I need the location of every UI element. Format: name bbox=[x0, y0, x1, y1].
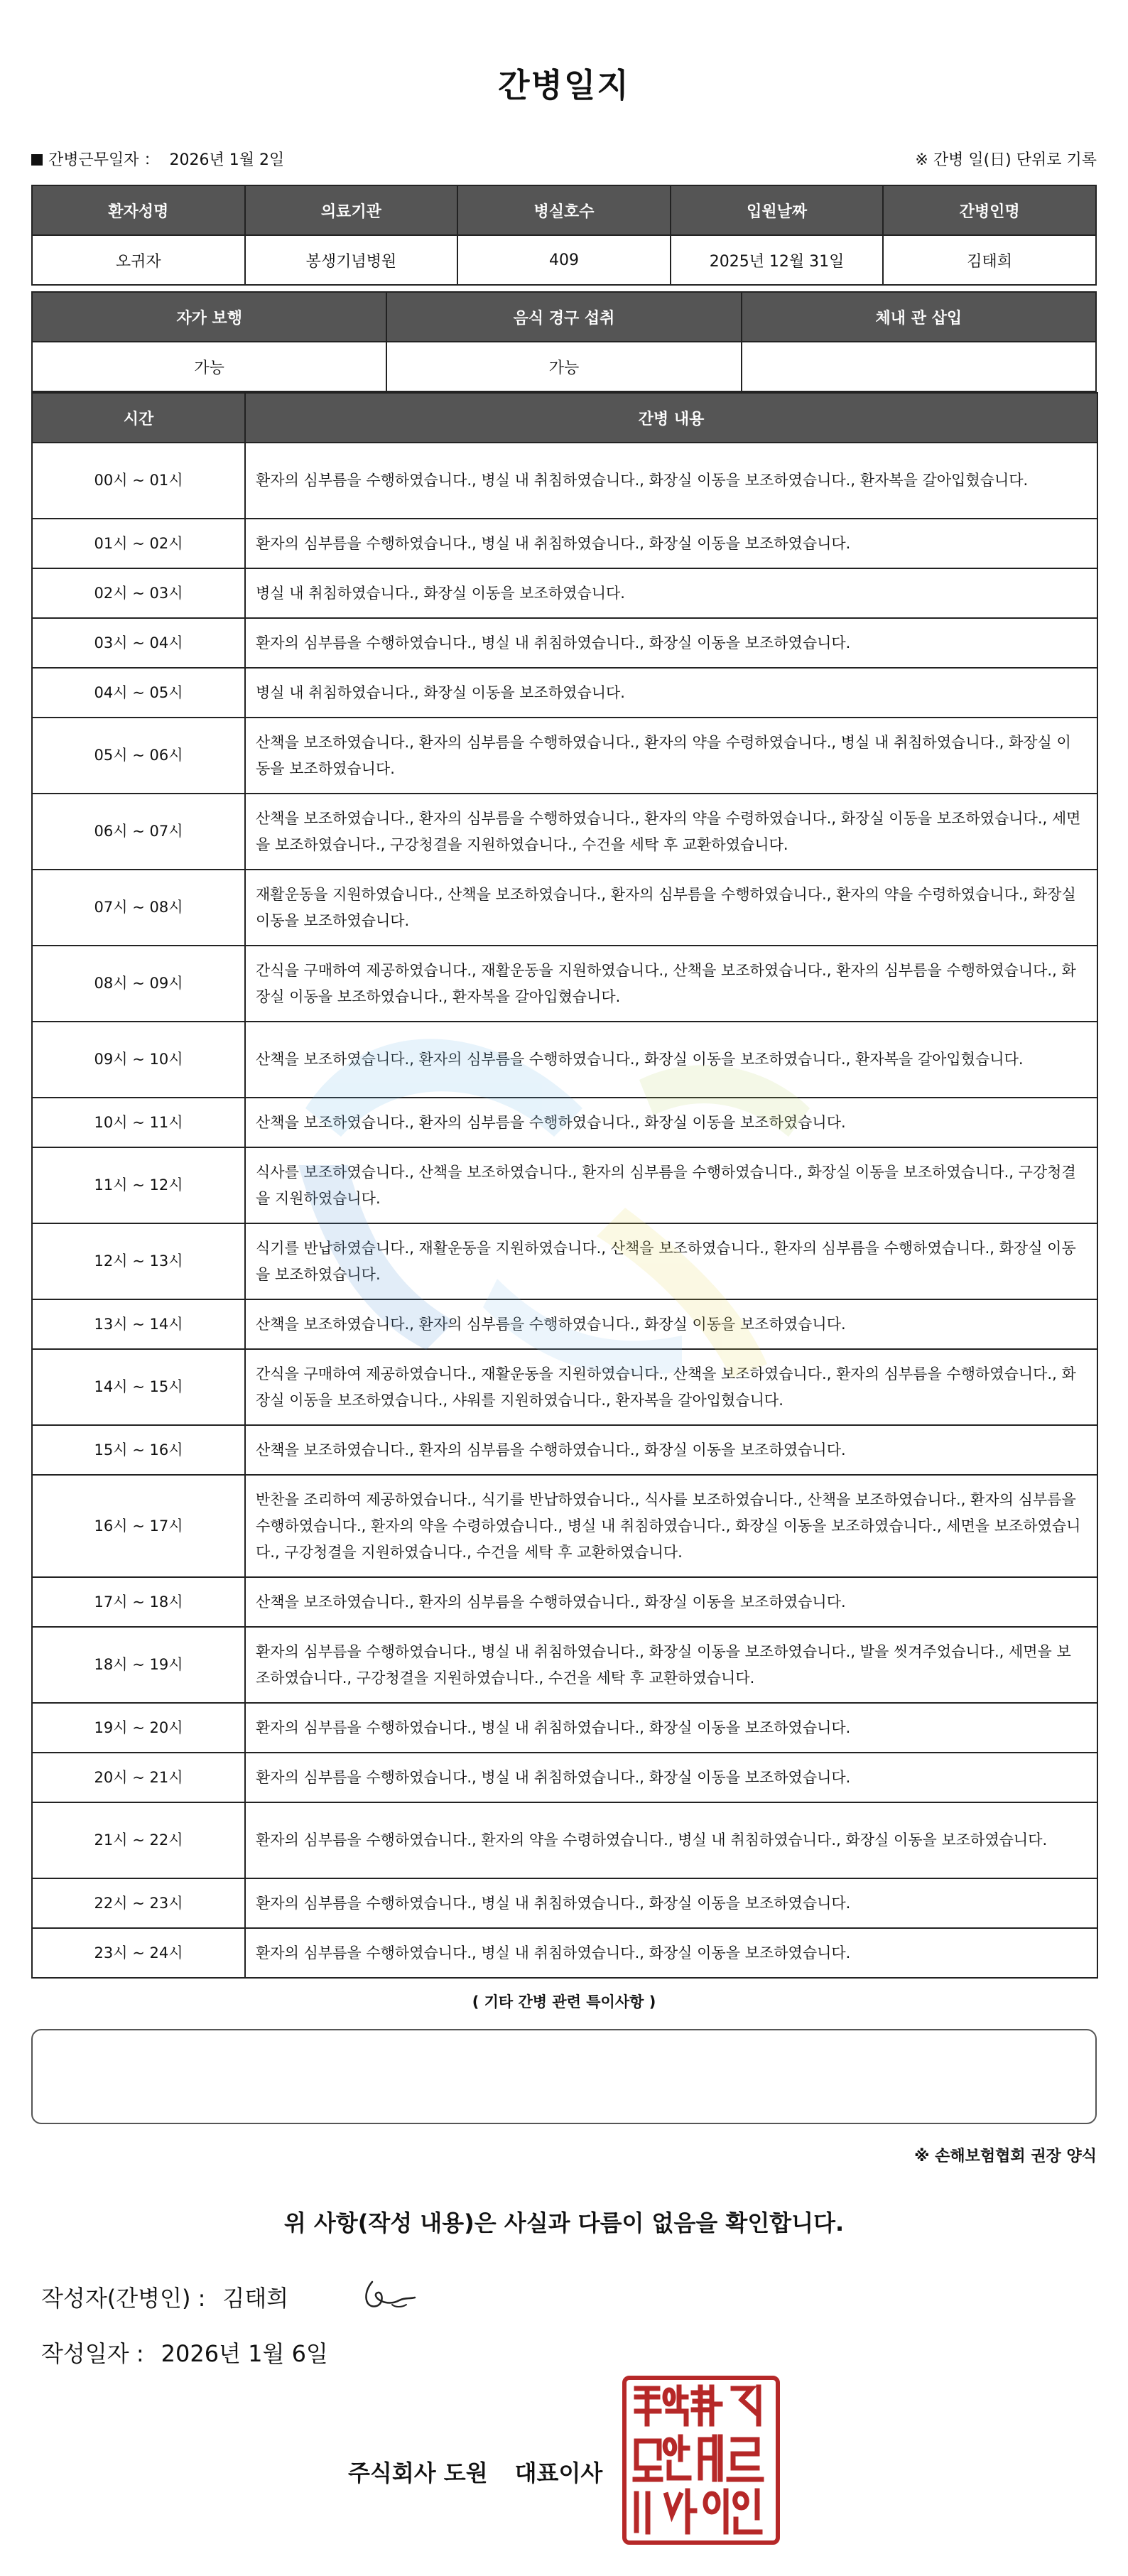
log-content: 산책을 보조하였습니다., 환자의 심부름을 수행하였습니다., 환자의 약을 수령하였습니다., 병실 내 취침하였습니다., 화장실 이동을 보조하였습니다. bbox=[245, 718, 1097, 794]
table-row bbox=[32, 1098, 1097, 1147]
table-row bbox=[32, 1022, 1097, 1098]
log-content: 산책을 보조하였습니다., 환자의 심부름을 수행하였습니다., 화장실 이동을 보조하였습니다. bbox=[245, 1425, 1097, 1475]
table-row bbox=[32, 1425, 1097, 1475]
tube-insertion-status bbox=[742, 342, 1096, 391]
log-time: 16시 ~ 17시 bbox=[32, 1475, 245, 1577]
care-status-table bbox=[31, 291, 1097, 392]
log-time: 13시 ~ 14시 bbox=[32, 1299, 245, 1349]
table-row bbox=[32, 1878, 1097, 1928]
table-row bbox=[32, 1928, 1097, 1978]
log-content: 환자의 심부름을 수행하였습니다., 병실 내 취침하였습니다., 화장실 이동을 보조하였습니다. bbox=[245, 1753, 1097, 1802]
table-row bbox=[32, 1753, 1097, 1802]
log-time: 01시 ~ 02시 bbox=[32, 519, 245, 568]
log-time: 07시 ~ 08시 bbox=[32, 870, 245, 946]
table-row bbox=[32, 1223, 1097, 1299]
writer-line bbox=[41, 2280, 288, 2313]
work-date bbox=[31, 148, 284, 170]
table-row bbox=[32, 1627, 1097, 1703]
log-content: 환자의 심부름을 수행하였습니다., 병실 내 취침하였습니다., 화장실 이동을 보조하였습니다. bbox=[245, 1703, 1097, 1753]
log-time: 20시 ~ 21시 bbox=[32, 1753, 245, 1802]
patient-info-table bbox=[31, 185, 1097, 286]
table-row bbox=[32, 519, 1097, 568]
written-date-label: 작성일자 : bbox=[41, 2340, 144, 2367]
log-content: 재활운동을 지원하였습니다., 산책을 보조하였습니다., 환자의 심부름을 수행하였습니다., 환자의 약을 수령하였습니다., 화장실 이동을 보조하였습니다. bbox=[245, 870, 1097, 946]
table-row bbox=[32, 1299, 1097, 1349]
log-time: 10시 ~ 11시 bbox=[32, 1098, 245, 1147]
log-time: 09시 ~ 10시 bbox=[32, 1022, 245, 1098]
table-row bbox=[32, 946, 1097, 1022]
written-date-value: 2026년 1월 6일 bbox=[161, 2340, 328, 2367]
company-role: 대표이사 bbox=[514, 2459, 603, 2486]
table-row bbox=[32, 1475, 1097, 1577]
log-time: 19시 ~ 20시 bbox=[32, 1703, 245, 1753]
admission-date: 2025년 12월 31일 bbox=[671, 235, 884, 285]
log-content: 환자의 심부름을 수행하였습니다., 병실 내 취침하였습니다., 화장실 이동을 보조하였습니다. bbox=[245, 1928, 1097, 1978]
log-content: 환자의 심부름을 수행하였습니다., 병실 내 취침하였습니다., 화장실 이동을 보조하였습니다. bbox=[245, 1878, 1097, 1928]
work-date-value: 2026년 1월 2일 bbox=[169, 151, 285, 169]
header-patient-name: 환자성명 bbox=[32, 185, 245, 235]
table-row bbox=[32, 1802, 1097, 1878]
table-row bbox=[32, 1147, 1097, 1223]
log-content: 병실 내 취침하였습니다., 화장실 이동을 보조하였습니다. bbox=[245, 668, 1097, 718]
log-content: 식기를 반납하였습니다., 재활운동을 지원하였습니다., 산책을 보조하였습니다., 환자의 심부름을 수행하였습니다., 화장실 이동을 보조하였습니다. bbox=[245, 1223, 1097, 1299]
table-row bbox=[32, 1349, 1097, 1425]
header-time: 시간 bbox=[32, 393, 245, 443]
remarks-box bbox=[31, 2029, 1097, 2124]
signature-icon bbox=[355, 2272, 426, 2322]
log-time: 12시 ~ 13시 bbox=[32, 1223, 245, 1299]
seal-stamp-icon bbox=[627, 2380, 776, 2540]
writer-label: 작성자(간병인) : bbox=[41, 2285, 206, 2312]
log-time: 15시 ~ 16시 bbox=[32, 1425, 245, 1475]
company-name: 주식회사 도원 bbox=[348, 2459, 488, 2486]
header-tube-insertion: 체내 관 삽입 bbox=[742, 292, 1096, 342]
company-seal bbox=[622, 2376, 780, 2545]
log-content: 환자의 심부름을 수행하였습니다., 병실 내 취침하였습니다., 화장실 이동을 보조하였습니다., 발을 씻겨주었습니다., 세면을 보조하였습니다., 구강청결을 지원하였습니다., 수건을 세탁 후 교환하였습니다. bbox=[245, 1627, 1097, 1703]
table-row bbox=[32, 718, 1097, 794]
room-number: 409 bbox=[457, 235, 671, 285]
header-caregiver: 간병인명 bbox=[883, 185, 1096, 235]
log-content: 산책을 보조하였습니다., 환자의 심부름을 수행하였습니다., 환자의 약을 수령하였습니다., 화장실 이동을 보조하였습니다., 세면을 보조하였습니다., 구강청결을 지원하였습니다., 수건을 세탁 후 교환하였습니다. bbox=[245, 794, 1097, 870]
log-content: 산책을 보조하였습니다., 환자의 심부름을 수행하였습니다., 화장실 이동을 보조하였습니다. bbox=[245, 1098, 1097, 1147]
confirm-statement: 위 사항(작성 내용)은 사실과 다름이 없음을 확인합니다. bbox=[283, 2209, 845, 2236]
log-time: 00시 ~ 01시 bbox=[32, 443, 245, 519]
log-time: 23시 ~ 24시 bbox=[32, 1928, 245, 1978]
log-content: 환자의 심부름을 수행하였습니다., 병실 내 취침하였습니다., 화장실 이동을 보조하였습니다. bbox=[245, 519, 1097, 568]
hospital-name: 봉생기념병원 bbox=[245, 235, 458, 285]
company-line bbox=[348, 2455, 602, 2488]
table-row bbox=[32, 618, 1097, 668]
meta-row bbox=[31, 148, 1097, 172]
log-time: 11시 ~ 12시 bbox=[32, 1147, 245, 1223]
table-row bbox=[32, 443, 1097, 519]
header-care-content: 간병 내용 bbox=[245, 393, 1097, 443]
written-date-line bbox=[41, 2336, 328, 2369]
walking-status: 가능 bbox=[32, 342, 386, 391]
log-content: 산책을 보조하였습니다., 환자의 심부름을 수행하였습니다., 화장실 이동을 보조하였습니다., 환자복을 갈아입혔습니다. bbox=[245, 1022, 1097, 1098]
header-room: 병실호수 bbox=[457, 185, 671, 235]
log-content: 병실 내 취침하였습니다., 화장실 이동을 보조하였습니다. bbox=[245, 568, 1097, 618]
writer-name: 김태희 bbox=[222, 2285, 289, 2312]
remarks-title: ( 기타 간병 관련 특이사항 ) bbox=[472, 1993, 656, 2011]
recommend-note: ※ 손해보험협회 권장 양식 bbox=[914, 2148, 1097, 2165]
log-time: 14시 ~ 15시 bbox=[32, 1349, 245, 1425]
log-content: 환자의 심부름을 수행하였습니다., 환자의 약을 수령하였습니다., 병실 내 취침하였습니다., 화장실 이동을 보조하였습니다. bbox=[245, 1802, 1097, 1878]
log-content: 산책을 보조하였습니다., 환자의 심부름을 수행하였습니다., 화장실 이동을 보조하였습니다. bbox=[245, 1299, 1097, 1349]
log-time: 17시 ~ 18시 bbox=[32, 1577, 245, 1627]
log-content: 환자의 심부름을 수행하였습니다., 병실 내 취침하였습니다., 화장실 이동을 보조하였습니다. bbox=[245, 618, 1097, 668]
log-time: 02시 ~ 03시 bbox=[32, 568, 245, 618]
log-content: 반찬을 조리하여 제공하였습니다., 식기를 반납하였습니다., 식사를 보조하였습니다., 산책을 보조하였습니다., 환자의 심부름을 수행하였습니다., 환자의 약을 수령하였습니다., 병실 내 취침하였습니다., 화장실 이동을 보조하였습니다., 세면을 보조하였습니다., 구강청결을 지원하였습니다., 수건을 세탁 후 교환하였습니다. bbox=[245, 1475, 1097, 1577]
log-time: 03시 ~ 04시 bbox=[32, 618, 245, 668]
header-walking: 자가 보행 bbox=[32, 292, 386, 342]
work-date-label: 간병근무일자 ： bbox=[48, 151, 160, 169]
log-content: 환자의 심부름을 수행하였습니다., 병실 내 취침하였습니다., 화장실 이동을 보조하였습니다., 환자복을 갈아입혔습니다. bbox=[245, 443, 1097, 519]
caregiver-name: 김태희 bbox=[883, 235, 1096, 285]
patient-name: 오귀자 bbox=[32, 235, 245, 285]
oral-intake-status: 가능 bbox=[386, 342, 741, 391]
log-time: 05시 ~ 06시 bbox=[32, 718, 245, 794]
care-log-table bbox=[31, 392, 1098, 1979]
table-row bbox=[32, 668, 1097, 718]
log-time: 18시 ~ 19시 bbox=[32, 1627, 245, 1703]
log-content: 산책을 보조하였습니다., 환자의 심부름을 수행하였습니다., 화장실 이동을 보조하였습니다. bbox=[245, 1577, 1097, 1627]
log-content: 간식을 구매하여 제공하였습니다., 재활운동을 지원하였습니다., 산책을 보조하였습니다., 환자의 심부름을 수행하였습니다., 화장실 이동을 보조하였습니다., 환자복을 갈아입혔습니다. bbox=[245, 946, 1097, 1022]
table-row bbox=[32, 1703, 1097, 1753]
log-time: 21시 ~ 22시 bbox=[32, 1802, 245, 1878]
table-row bbox=[32, 1577, 1097, 1627]
log-content: 간식을 구매하여 제공하였습니다., 재활운동을 지원하였습니다., 산책을 보조하였습니다., 환자의 심부름을 수행하였습니다., 화장실 이동을 보조하였습니다., 샤워를 지원하였습니다., 환자복을 갈아입혔습니다. bbox=[245, 1349, 1097, 1425]
log-content: 식사를 보조하였습니다., 산책을 보조하였습니다., 환자의 심부름을 수행하였습니다., 화장실 이동을 보조하였습니다., 구강청결을 지원하였습니다. bbox=[245, 1147, 1097, 1223]
table-row bbox=[32, 870, 1097, 946]
log-time: 04시 ~ 05시 bbox=[32, 668, 245, 718]
header-oral-intake: 음식 경구 섭취 bbox=[386, 292, 741, 342]
unit-note: ※ 간병 일(日) 단위로 기록 bbox=[915, 151, 1097, 169]
log-time: 22시 ~ 23시 bbox=[32, 1878, 245, 1928]
header-admission-date: 입원날짜 bbox=[671, 185, 884, 235]
page-title: 간병일지 bbox=[498, 66, 630, 104]
table-row bbox=[32, 568, 1097, 618]
square-bullet-icon bbox=[31, 154, 43, 166]
table-row bbox=[32, 794, 1097, 870]
log-time: 06시 ~ 07시 bbox=[32, 794, 245, 870]
log-time: 08시 ~ 09시 bbox=[32, 946, 245, 1022]
header-hospital: 의료기관 bbox=[245, 185, 458, 235]
